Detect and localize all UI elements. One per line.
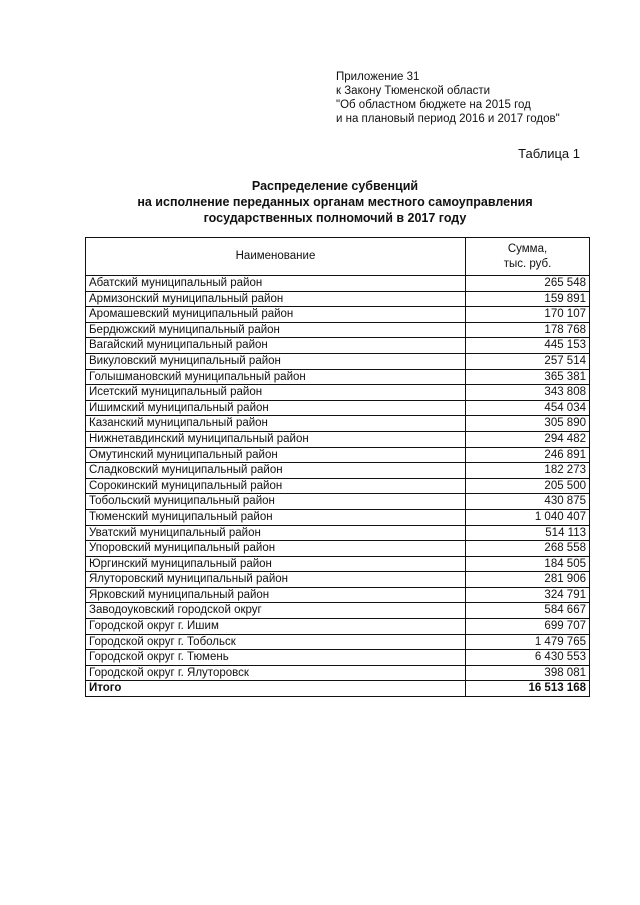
row-name-cell: Ярковский муниципальный район xyxy=(86,587,466,603)
column-header-sum xyxy=(466,238,590,276)
table-row xyxy=(86,431,590,447)
row-value-cell: 1 040 407 xyxy=(466,509,590,525)
row-name-cell: Бердюжский муниципальный район xyxy=(86,322,466,338)
title-line: государственных полномочий в 2017 году xyxy=(203,211,467,225)
table-row xyxy=(86,338,590,354)
table-row xyxy=(86,276,590,292)
total-value-cell: 16 513 168 xyxy=(466,681,590,697)
row-name-cell: Исетский муниципальный район xyxy=(86,385,466,401)
row-value-cell: 182 273 xyxy=(466,463,590,479)
row-value-cell: 178 768 xyxy=(466,322,590,338)
row-value-cell: 430 875 xyxy=(466,494,590,510)
row-name-cell: Городской округ г. Ялуторовск xyxy=(86,665,466,681)
row-value-cell: 454 034 xyxy=(466,400,590,416)
row-value-cell: 324 791 xyxy=(466,587,590,603)
table-row xyxy=(86,665,590,681)
table-row xyxy=(86,385,590,401)
row-value-cell: 305 890 xyxy=(466,416,590,432)
row-name-cell: Сладковский муниципальный район xyxy=(86,463,466,479)
table-row xyxy=(86,556,590,572)
table-row xyxy=(86,603,590,619)
title-line: Распределение субвенций xyxy=(251,179,419,193)
table-row xyxy=(86,416,590,432)
appendix-header xyxy=(336,70,560,126)
table-header-row xyxy=(86,238,590,276)
table-row xyxy=(86,619,590,635)
row-value-cell: 343 808 xyxy=(466,385,590,401)
row-name-cell: Голышмановский муниципальный район xyxy=(86,369,466,385)
row-value-cell: 205 500 xyxy=(466,478,590,494)
row-value-cell: 6 430 553 xyxy=(466,650,590,666)
row-value-cell: 184 505 xyxy=(466,556,590,572)
table-row xyxy=(86,400,590,416)
table-row xyxy=(86,478,590,494)
row-name-cell: Заводоуковский городской округ xyxy=(86,603,466,619)
row-name-cell: Нижнетавдинский муниципальный район xyxy=(86,431,466,447)
row-name-cell: Уватский муниципальный район xyxy=(86,525,466,541)
row-value-cell: 268 558 xyxy=(466,541,590,557)
table-row xyxy=(86,509,590,525)
column-header-sum-line: тыс. руб. xyxy=(503,257,552,270)
table-row xyxy=(86,587,590,603)
row-value-cell: 445 153 xyxy=(466,338,590,354)
row-name-cell: Викуловский муниципальный район xyxy=(86,353,466,369)
subvention-table xyxy=(85,237,590,697)
appendix-line: и на плановый период 2016 и 2017 годов" xyxy=(336,113,560,125)
row-name-cell: Омутинский муниципальный район xyxy=(86,447,466,463)
table-row xyxy=(86,369,590,385)
table-body xyxy=(86,276,590,697)
table-row xyxy=(86,353,590,369)
row-name-cell: Ялуторовский муниципальный район xyxy=(86,572,466,588)
row-name-cell: Армизонский муниципальный район xyxy=(86,291,466,307)
row-name-cell: Городской округ г. Тюмень xyxy=(86,650,466,666)
row-name-cell: Аромашевский муниципальный район xyxy=(86,307,466,323)
row-value-cell: 246 891 xyxy=(466,447,590,463)
row-value-cell: 365 381 xyxy=(466,369,590,385)
row-name-cell: Тобольский муниципальный район xyxy=(86,494,466,510)
row-name-cell: Городской округ г. Тобольск xyxy=(86,634,466,650)
row-name-cell: Юргинский муниципальный район xyxy=(86,556,466,572)
row-value-cell: 699 707 xyxy=(466,619,590,635)
row-value-cell: 514 113 xyxy=(466,525,590,541)
row-value-cell: 1 479 765 xyxy=(466,634,590,650)
table-row xyxy=(86,525,590,541)
row-name-cell: Абатский муниципальный район xyxy=(86,276,466,292)
table-row xyxy=(86,650,590,666)
table-row xyxy=(86,291,590,307)
document-title xyxy=(0,178,640,226)
table-total-row xyxy=(86,681,590,697)
row-name-cell: Ишимский муниципальный район xyxy=(86,400,466,416)
row-name-cell: Вагайский муниципальный район xyxy=(86,338,466,354)
row-name-cell: Городской округ г. Ишим xyxy=(86,619,466,635)
appendix-line: Приложение 31 xyxy=(336,71,420,83)
title-line: на исполнение переданных органам местного самоуправления xyxy=(137,195,533,209)
table-row xyxy=(86,322,590,338)
table-row xyxy=(86,494,590,510)
table-row xyxy=(86,307,590,323)
row-value-cell: 398 081 xyxy=(466,665,590,681)
row-value-cell: 265 548 xyxy=(466,276,590,292)
table-row xyxy=(86,634,590,650)
row-name-cell: Тюменский муниципальный район xyxy=(86,509,466,525)
row-value-cell: 170 107 xyxy=(466,307,590,323)
row-value-cell: 294 482 xyxy=(466,431,590,447)
row-value-cell: 281 906 xyxy=(466,572,590,588)
row-name-cell: Упоровский муниципальный район xyxy=(86,541,466,557)
appendix-line: к Закону Тюменской области xyxy=(336,85,491,97)
total-name-cell: Итого xyxy=(86,681,466,697)
column-header-name: Наименование xyxy=(86,238,466,276)
row-name-cell: Казанский муниципальный район xyxy=(86,416,466,432)
column-header-sum-line: Сумма, xyxy=(507,242,548,255)
table-row xyxy=(86,541,590,557)
row-value-cell: 257 514 xyxy=(466,353,590,369)
row-name-cell: Сорокинский муниципальный район xyxy=(86,478,466,494)
table-number-label: Таблица 1 xyxy=(518,146,580,161)
row-value-cell: 159 891 xyxy=(466,291,590,307)
appendix-line: "Об областном бюджете на 2015 год xyxy=(336,99,531,111)
row-value-cell: 584 667 xyxy=(466,603,590,619)
table-row xyxy=(86,463,590,479)
table-row xyxy=(86,572,590,588)
table-row xyxy=(86,447,590,463)
